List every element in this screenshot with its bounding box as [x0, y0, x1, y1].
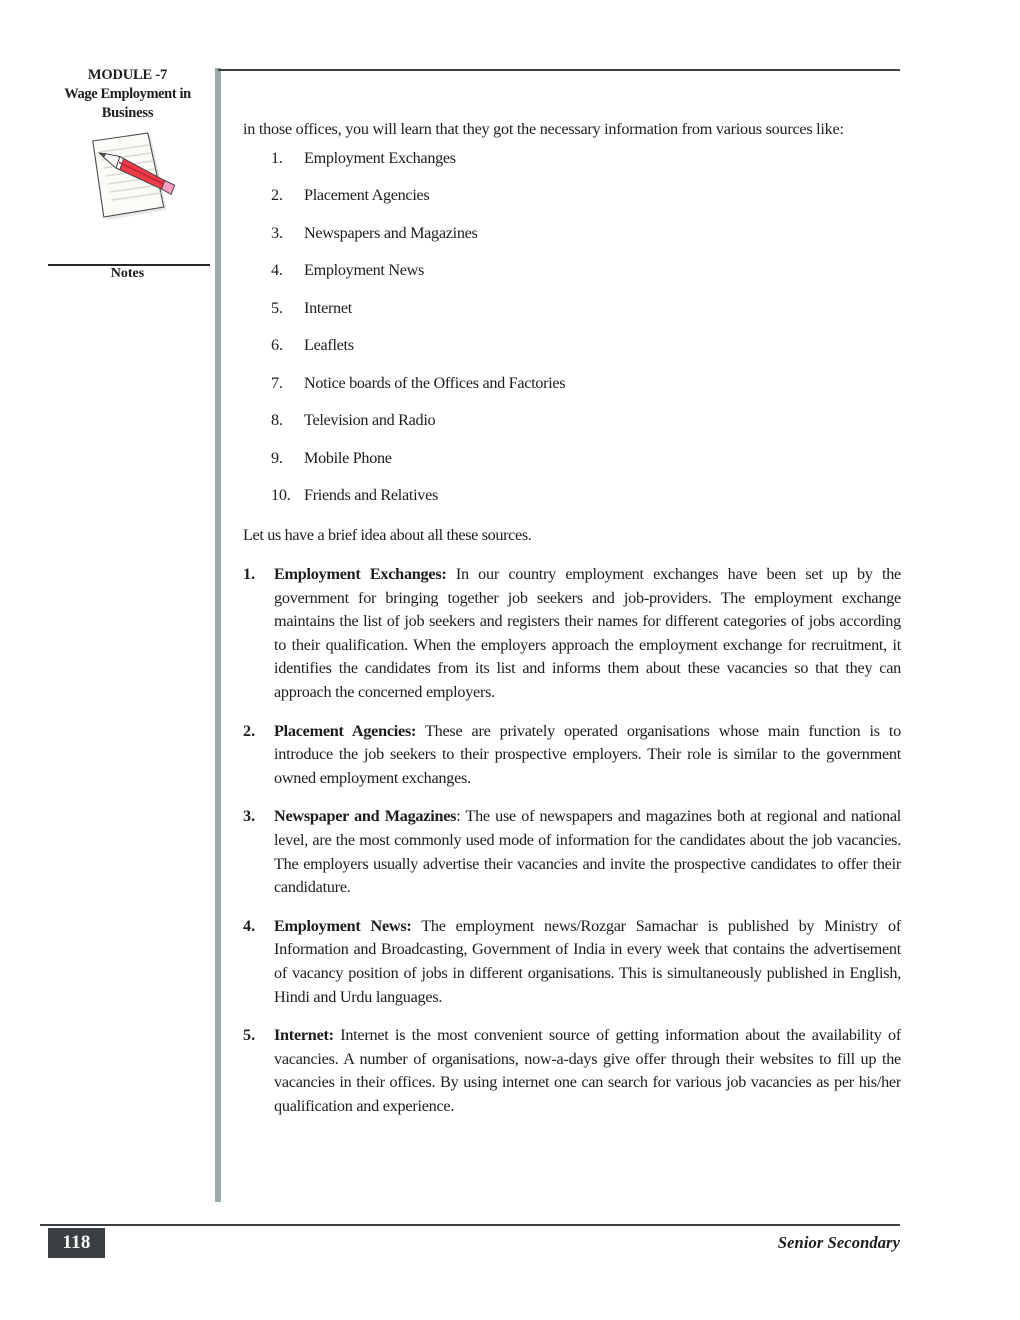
list-item-label: Mobile Phone	[304, 448, 392, 467]
intro-paragraph: in those offices, you will learn that they got the necessary information from various sources like:	[243, 120, 844, 138]
detail-lead-in: Employment News:	[274, 916, 412, 935]
list-item-number: 5.	[271, 298, 283, 317]
detail-item-newspaper-magazines	[243, 805, 901, 899]
list-item-number: 8.	[271, 411, 283, 429]
list-item-label: Placement Agencies	[304, 186, 430, 204]
list-item	[243, 260, 901, 281]
detail-item-internet	[243, 1024, 901, 1118]
detail-text: : The use of newspapers and magazines both at regional and national level, are the most commonly used mode of information for the candidates about the job vacancies. The employers usually advertise their vacancies and invite the prospective candidates to offer their candidature.	[274, 807, 901, 897]
detail-lead-in: Placement Agencies:	[274, 721, 417, 740]
detail-number: 2.	[243, 721, 256, 740]
footer-book-label: Senior Secondary	[777, 1233, 900, 1252]
detail-body	[274, 563, 901, 705]
detail-text: These are privately operated organisations whose main function is to introduce the job seekers to their prospective employers. Their role is similar to the government owned employment exchanges.	[274, 721, 902, 787]
detail-body	[274, 915, 901, 1009]
list-item-number: 10.	[271, 486, 291, 504]
list-item-number: 6.	[271, 336, 283, 354]
detail-sections	[243, 563, 901, 1118]
detail-item-placement-agencies	[243, 720, 901, 791]
list-item-label: Internet	[304, 298, 352, 317]
list-item-label: Employment Exchanges	[304, 148, 456, 167]
detail-body	[274, 1024, 901, 1118]
list-item-label: Television and Radio	[304, 411, 436, 429]
list-item	[243, 223, 901, 244]
list-item-number: 7.	[271, 373, 283, 392]
detail-text: In our country employment exchanges have been set up by the government for bringing together job seekers and job-providers. The employment exchange maintains the list of job seekers and registers their names for different categories of jobs according to their qualification. When the employers approach the employment exchange for recruitment, it identifies the candidates from its list and informs them about these vacancies so that they can approach the concerned employers.	[274, 565, 901, 701]
list-item	[243, 410, 901, 431]
detail-text: Internet is the most convenient source of getting information about the availability of vacancies. A number of organisations, now-a-days give offer through their websites to fill up the vacancies in their offices. By using internet one can search for various job vacancies as per his/her qualification and experience.	[274, 1026, 901, 1115]
footer-horizontal-rule	[40, 1224, 900, 1226]
detail-item-employment-exchanges	[243, 563, 901, 705]
list-item-number: 9.	[271, 448, 283, 467]
detail-lead-in: Newspaper and Magazines	[274, 807, 457, 826]
detail-number: 3.	[243, 807, 256, 826]
notes-icon-container	[40, 125, 215, 281]
list-item-number: 4.	[271, 261, 283, 279]
list-item-number: 3.	[271, 223, 283, 242]
list-item-label: Employment News	[304, 261, 425, 279]
detail-lead-in: Internet:	[274, 1026, 334, 1045]
sidebar-module-block	[40, 66, 215, 281]
list-item-number: 1.	[271, 148, 283, 167]
list-item	[243, 448, 901, 469]
brief-idea-paragraph: Let us have a brief idea about all these sources.	[243, 526, 532, 544]
detail-text: The employment news/Rozgar Samachar is published by Ministry of Information and Broadcasting, Government of India in every week that contains the advertisement of vacancy position of jobs in different organisations. This is simultaneously published in English, Hindi and Urdu languages.	[274, 916, 901, 1006]
list-item-label: Notice boards of the Offices and Factories	[304, 373, 566, 392]
list-item-label: Friends and Relatives	[304, 486, 438, 504]
detail-number: 1.	[243, 565, 256, 583]
notes-label: Notes	[110, 266, 145, 281]
detail-body	[274, 805, 901, 899]
module-heading-line-3: Business	[101, 105, 154, 121]
vertical-divider-bar	[215, 68, 221, 1202]
module-heading-line-2: Wage Employment in	[64, 86, 191, 102]
detail-lead-in: Employment Exchanges:	[274, 565, 447, 583]
list-item	[243, 185, 901, 206]
notepad-pencil-icon	[70, 125, 180, 220]
list-item-label: Leaflets	[304, 336, 354, 354]
list-item	[243, 485, 901, 506]
list-item	[243, 373, 901, 394]
detail-body	[274, 720, 901, 791]
page-number-badge: 118	[48, 1228, 105, 1258]
main-content	[243, 118, 901, 1133]
top-horizontal-rule	[218, 69, 900, 71]
sources-list	[243, 148, 901, 507]
list-item	[243, 335, 901, 356]
list-item-number: 2.	[271, 186, 283, 204]
detail-number: 4.	[243, 916, 256, 935]
list-item-label: Newspapers and Magazines	[304, 223, 478, 242]
list-item	[243, 298, 901, 319]
detail-item-employment-news	[243, 915, 901, 1009]
list-item	[243, 148, 901, 169]
detail-number: 5.	[243, 1026, 256, 1045]
module-heading-line-1: MODULE -7	[87, 67, 168, 83]
module-heading	[40, 66, 215, 123]
